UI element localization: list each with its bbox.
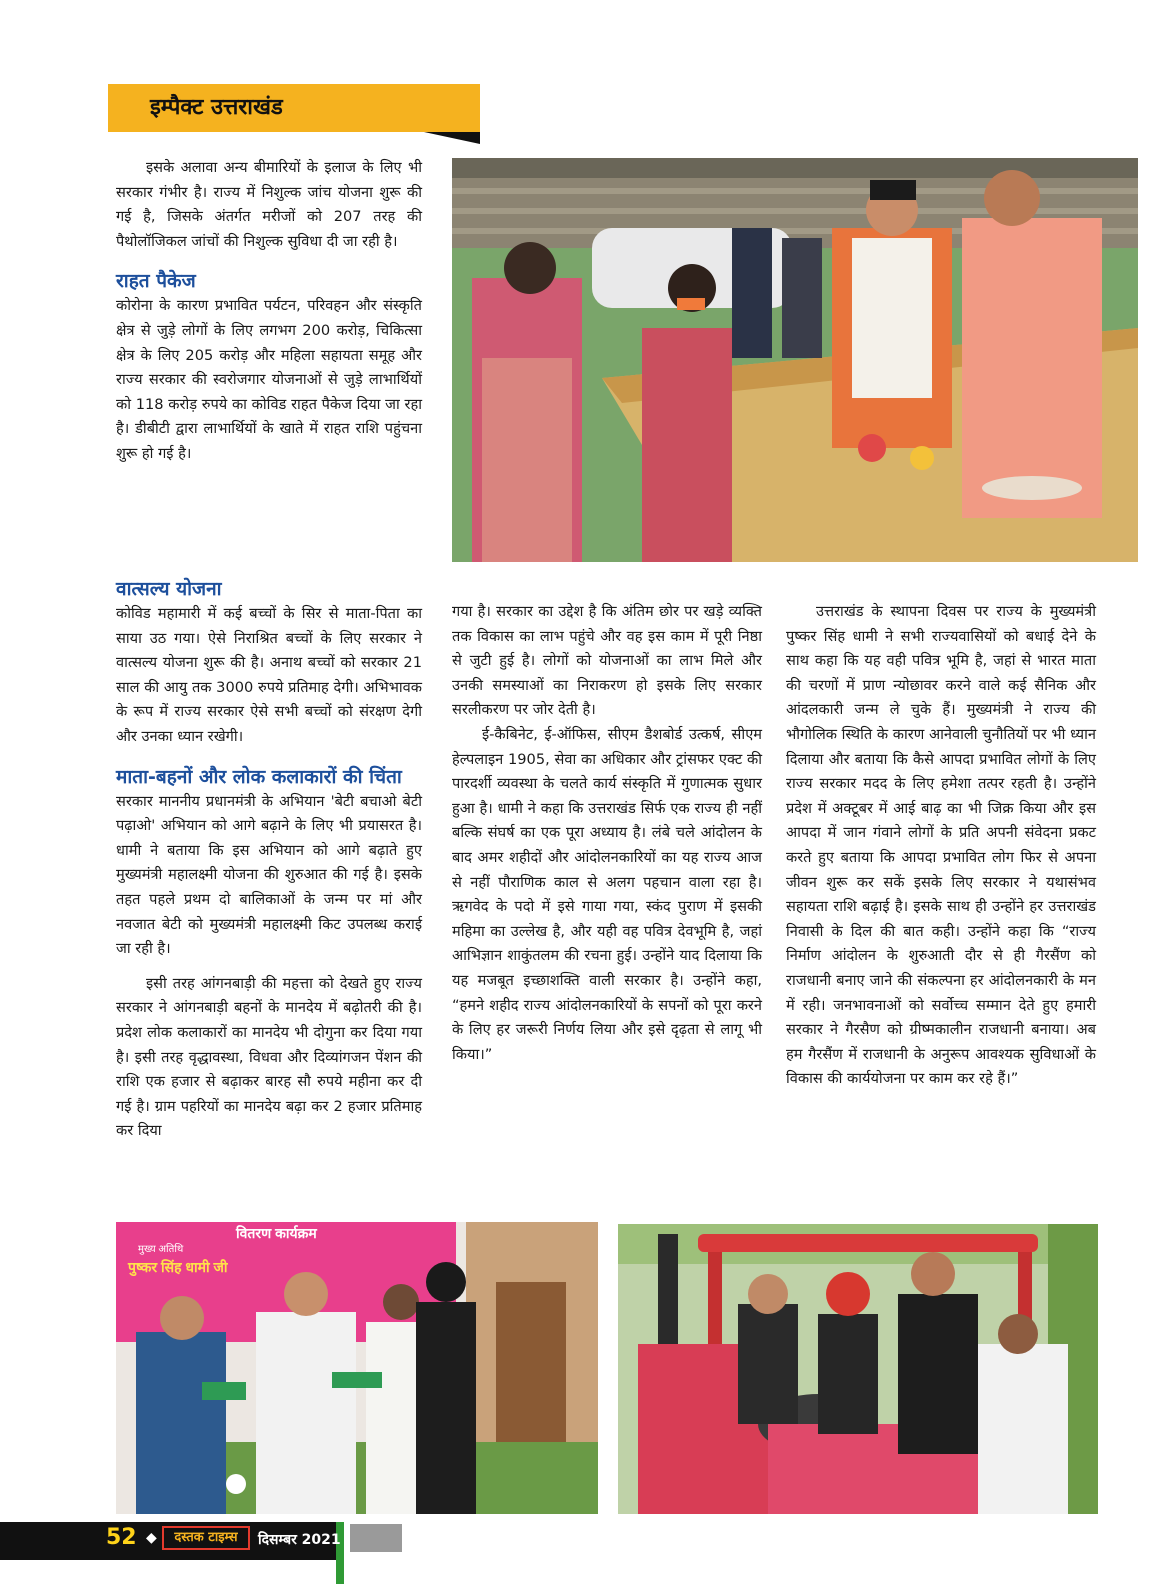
article-column-1-bottom bbox=[116, 576, 422, 1144]
women-paragraph: सरकार माननीय प्रधानमंत्री के अभियान 'बेटी बचाओ बेटी पढ़ाओ' अभियान को आगे बढ़ाने के लिए भी प्रयासरत है। धामी ने बताया कि इस अभियान को आगे बढ़ाते हुए मुख्यमंत्री महालक्ष्मी योजना की शुरुआत की गई है। इसके तहत पहले प्रथम दो बालिकाओं के जन्म पर मां और नवजात बेटी को मुख्यमंत्री महालक्ष्मी किट उपलब्ध कराई जा रही है। bbox=[116, 792, 422, 958]
article-column-3 bbox=[786, 600, 1096, 1092]
magazine-logo: दस्तक टाइम्स bbox=[162, 1526, 250, 1550]
column2-paragraph-2: ई-कैबिनेट, ई-ऑफिस, सीएम डैशबोर्ड उत्कर्ष, सीएम हेल्पलाइन 1905, सेवा का अधिकार और ट्रांसफर एक्ट की पारदर्शी व्यवस्था के चलते कार्य संस्कृति में गुणात्मक सुधार हुआ है। धामी ने कहा कि उत्तराखंड सिर्फ एक राज्य ही नहीं बल्कि संघर्ष का एक पूरा अध्याय है। लंबे चले आंदोलन के बाद अमर शहीदों और आंदोलनकारियों का यह राज्य आज से नहीं पौराणिक काल से अलग पहचान वाला रहा है। ऋगवेद के पदो में इसे गाया गया, स्कंद पुराण में इसकी महिमा का उल्लेख है, और यही वह पवित्र देवभूमि है, जहां आभिज्ञान शाकुंतलम की रचना हुई। उन्होंने याद दिलाया कि यह मजबूत इच्छाशक्ति वाली सरकार है। उन्होंने कहा, “हमने शहीद राज्य आंदोलनकारियों के सपनों को पूरा करने के लिए हर जरूरी निर्णय लिया और इसे दृढ़ता से लागू भी किया।” bbox=[452, 725, 762, 1063]
issue-date: दिसम्बर 2021 bbox=[258, 1532, 341, 1548]
article-column-1-top bbox=[116, 156, 422, 467]
section-banner bbox=[108, 84, 480, 132]
intro-paragraph: इसके अलावा अन्य बीमारियों के इलाज के लिए भी सरकार गंभीर है। राज्य में निशुल्क जांच योजना शुरू की गई है, जिसके अंतर्गत मरीजों को 207 तरह की पैथोलॉजिकल जांचों की निशुल्क सुविधा दी जा रही है। bbox=[116, 159, 422, 250]
column3-paragraph-1: उत्तराखंड के स्थापना दिवस पर राज्य के मुख्यमंत्री पुष्कर सिंह धामी ने सभी राज्यवासियों को बधाई देने के साथ कहा कि यह वही पवित्र भूमि है, जहां से भारत माता की चरणों में प्राण न्योछावर करने वाले कई सैनिक और आंदलकारी जन्म ले चुके हैं। मुख्यमंत्री ने राज्य की भौगोलिक स्थिति के कारण आनेवाली चुनौतियों पर भी ध्यान दिलाया और बताया कि कैसे आपदा प्रभावित लोगों के लिए राज्य सरकार मदद के लिए हमेशा तत्पर रहती है। उन्होंने प्रदेश में अक्टूबर में आई बाढ़ का भी जिक्र किया और इस आपदा में जान गंवाने लोगों के प्रति अपनी संवेदना प्रकट करते हुए बताया कि आपदा प्रभावित लोग फिर से अपना जीवन शुरू कर सकें इसके लिए सरकार ने यथासंभव सहायता राशि बढ़ाई है। इसके साथ ही उन्होंने हर उत्तराखंड निवासी के दिल की बात कही। उन्होंने कहा कि “राज्य निर्माण आंदोलन के शुरुआती दौर से ही गैरसैंण को राजधानी बनाए जाने की संकल्पना हर आंदोलनकारी के मन में रही। जनभावनाओं को सर्वोच्च सम्मान देते हुए हमारी सरकार ने गैरसैण को ग्रीष्मकालीन राजधानी बनाया। अब हम गैरसैंण में राजधानी के अनुरूप आवश्यक सुविधाओं के विकास की कार्ययोजना पर काम कर रहे हैं।” bbox=[786, 603, 1096, 1088]
women-heading: माता-बहनों और लोक कलाकारों की चिंता bbox=[116, 765, 402, 788]
vatsalya-paragraph: कोविड महामारी में कई बच्चों के सिर से माता-पिता का साया उठ गया। ऐसे निराश्रित बच्चों के लिए सरकार ने वात्सल्य योजना शुरू की है। अनाथ बच्चों को सरकार 21 साल की आयु तक 3000 रुपये प्रतिमाह देगी। अभिभावक के रूप में राज्य सरकार ऐसे सभी बच्चों को संरक्षण देगी और उनका ध्यान रखेगी। bbox=[116, 605, 422, 745]
footer-grey-block bbox=[350, 1524, 402, 1552]
anganwadi-paragraph: इसी तरह आंगनबाड़ी की महत्ता को देखते हुए राज्य सरकार ने आंगनबाड़ी बहनों के मानदेय में बढ़ोतरी की है। प्रदेश लोक कलाकारों का मानदेय भी दोगुना कर दिया गया है। इसी तरह वृद्धावस्था, विधवा और दिव्यांगजन पेंशन की राशि एक हजार से बढ़ाकर बारह सौ रुपये महीना कर दी गई है। ग्राम पहरियों का मानदेय बढ़ा कर 2 हजार प्रतिमाह कर दिया bbox=[116, 974, 422, 1140]
photo-tractor bbox=[618, 1224, 1098, 1514]
photo-distribution-event bbox=[116, 1222, 598, 1514]
photo-tractor-illustration bbox=[618, 1224, 1098, 1514]
footer-bullet: ◆ bbox=[146, 1530, 157, 1546]
event-banner-text: वितरण कार्यक्रम bbox=[236, 1225, 317, 1241]
event-banner-subtext: मुख्य अतिथि bbox=[138, 1244, 184, 1255]
banner-notch bbox=[424, 132, 480, 144]
photo-students-ceremony bbox=[452, 158, 1138, 562]
photo-students-illustration bbox=[452, 158, 1138, 562]
event-banner-name: पुष्कर सिंह धामी जी bbox=[128, 1259, 228, 1275]
relief-paragraph: कोरोना के कारण प्रभावित पर्यटन, परिवहन और संस्कृति क्षेत्र से जुड़े लोगों के लिए लगभग 200 करोड़, चिकित्सा क्षेत्र के लिए 205 करोड़ और महिला सहायता समूह और राज्य सरकार की स्वरोजगार योजनाओं से जुड़े लाभार्थियों को 118 करोड़ रुपये का कोविड राहत पैकेज दिया जा रहा है। डीबीटी द्वारा लाभार्थियों के खाते में राहत राशि पहुंचना शुरू हो गई है। bbox=[116, 297, 422, 462]
article-column-2 bbox=[452, 600, 762, 1067]
relief-heading: राहत पैकेज bbox=[116, 270, 196, 293]
page-number: 52 bbox=[106, 1525, 137, 1550]
section-title: इम्पैक्ट उत्तराखंड bbox=[150, 95, 283, 120]
column2-paragraph-1: गया है। सरकार का उद्देश है कि अंतिम छोर पर खड़े व्यक्ति तक विकास का लाभ पहुंचे और वह इस काम में पूरी निष्ठा से जुटी हुई है। लोगों को योजनाओं का लाभ मिले और उनकी समस्याओं का निराकरण हो इसके लिए सरकार सरलीकरण पर जोर देती है। bbox=[452, 603, 762, 719]
vatsalya-heading: वात्सल्य योजना bbox=[116, 578, 222, 600]
photo-distribution-illustration bbox=[116, 1222, 598, 1514]
